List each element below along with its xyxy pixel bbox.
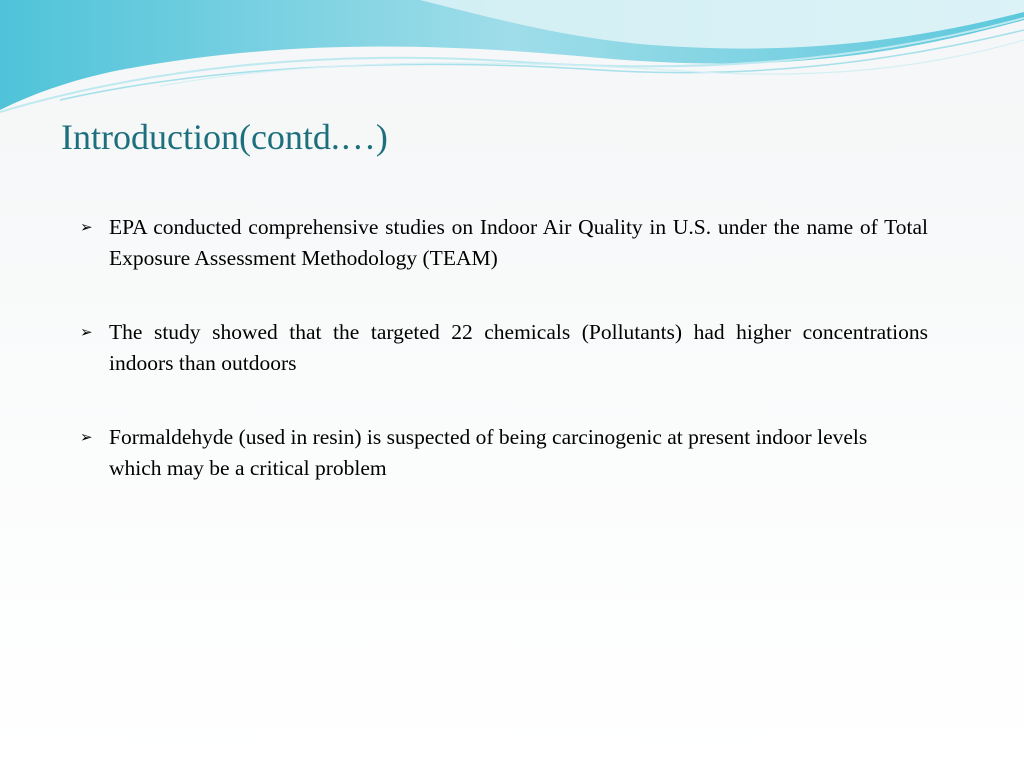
arrowhead-bullet-icon: ➢	[80, 218, 93, 236]
bullet-text: Formaldehyde (used in resin) is suspected of being carcinogenic at present indoor levels which may be a critical problem	[109, 425, 868, 480]
bullet-item	[80, 422, 928, 483]
slide-title: Introduction(contd.…)	[61, 117, 388, 157]
bullet-item	[80, 317, 928, 378]
header-wave-decoration	[0, 0, 1024, 120]
bullet-text: EPA conducted comprehensive studies on Indoor Air Quality in U.S. under the name of Total Exposure Assessment Methodology (TEAM)	[109, 215, 928, 270]
bullet-list	[80, 212, 928, 527]
arrowhead-bullet-icon: ➢	[80, 323, 93, 341]
arrowhead-bullet-icon: ➢	[80, 428, 93, 446]
bullet-item	[80, 212, 928, 273]
bullet-text: The study showed that the targeted 22 chemicals (Pollutants) had higher concentrations indoors than outdoors	[109, 320, 928, 375]
